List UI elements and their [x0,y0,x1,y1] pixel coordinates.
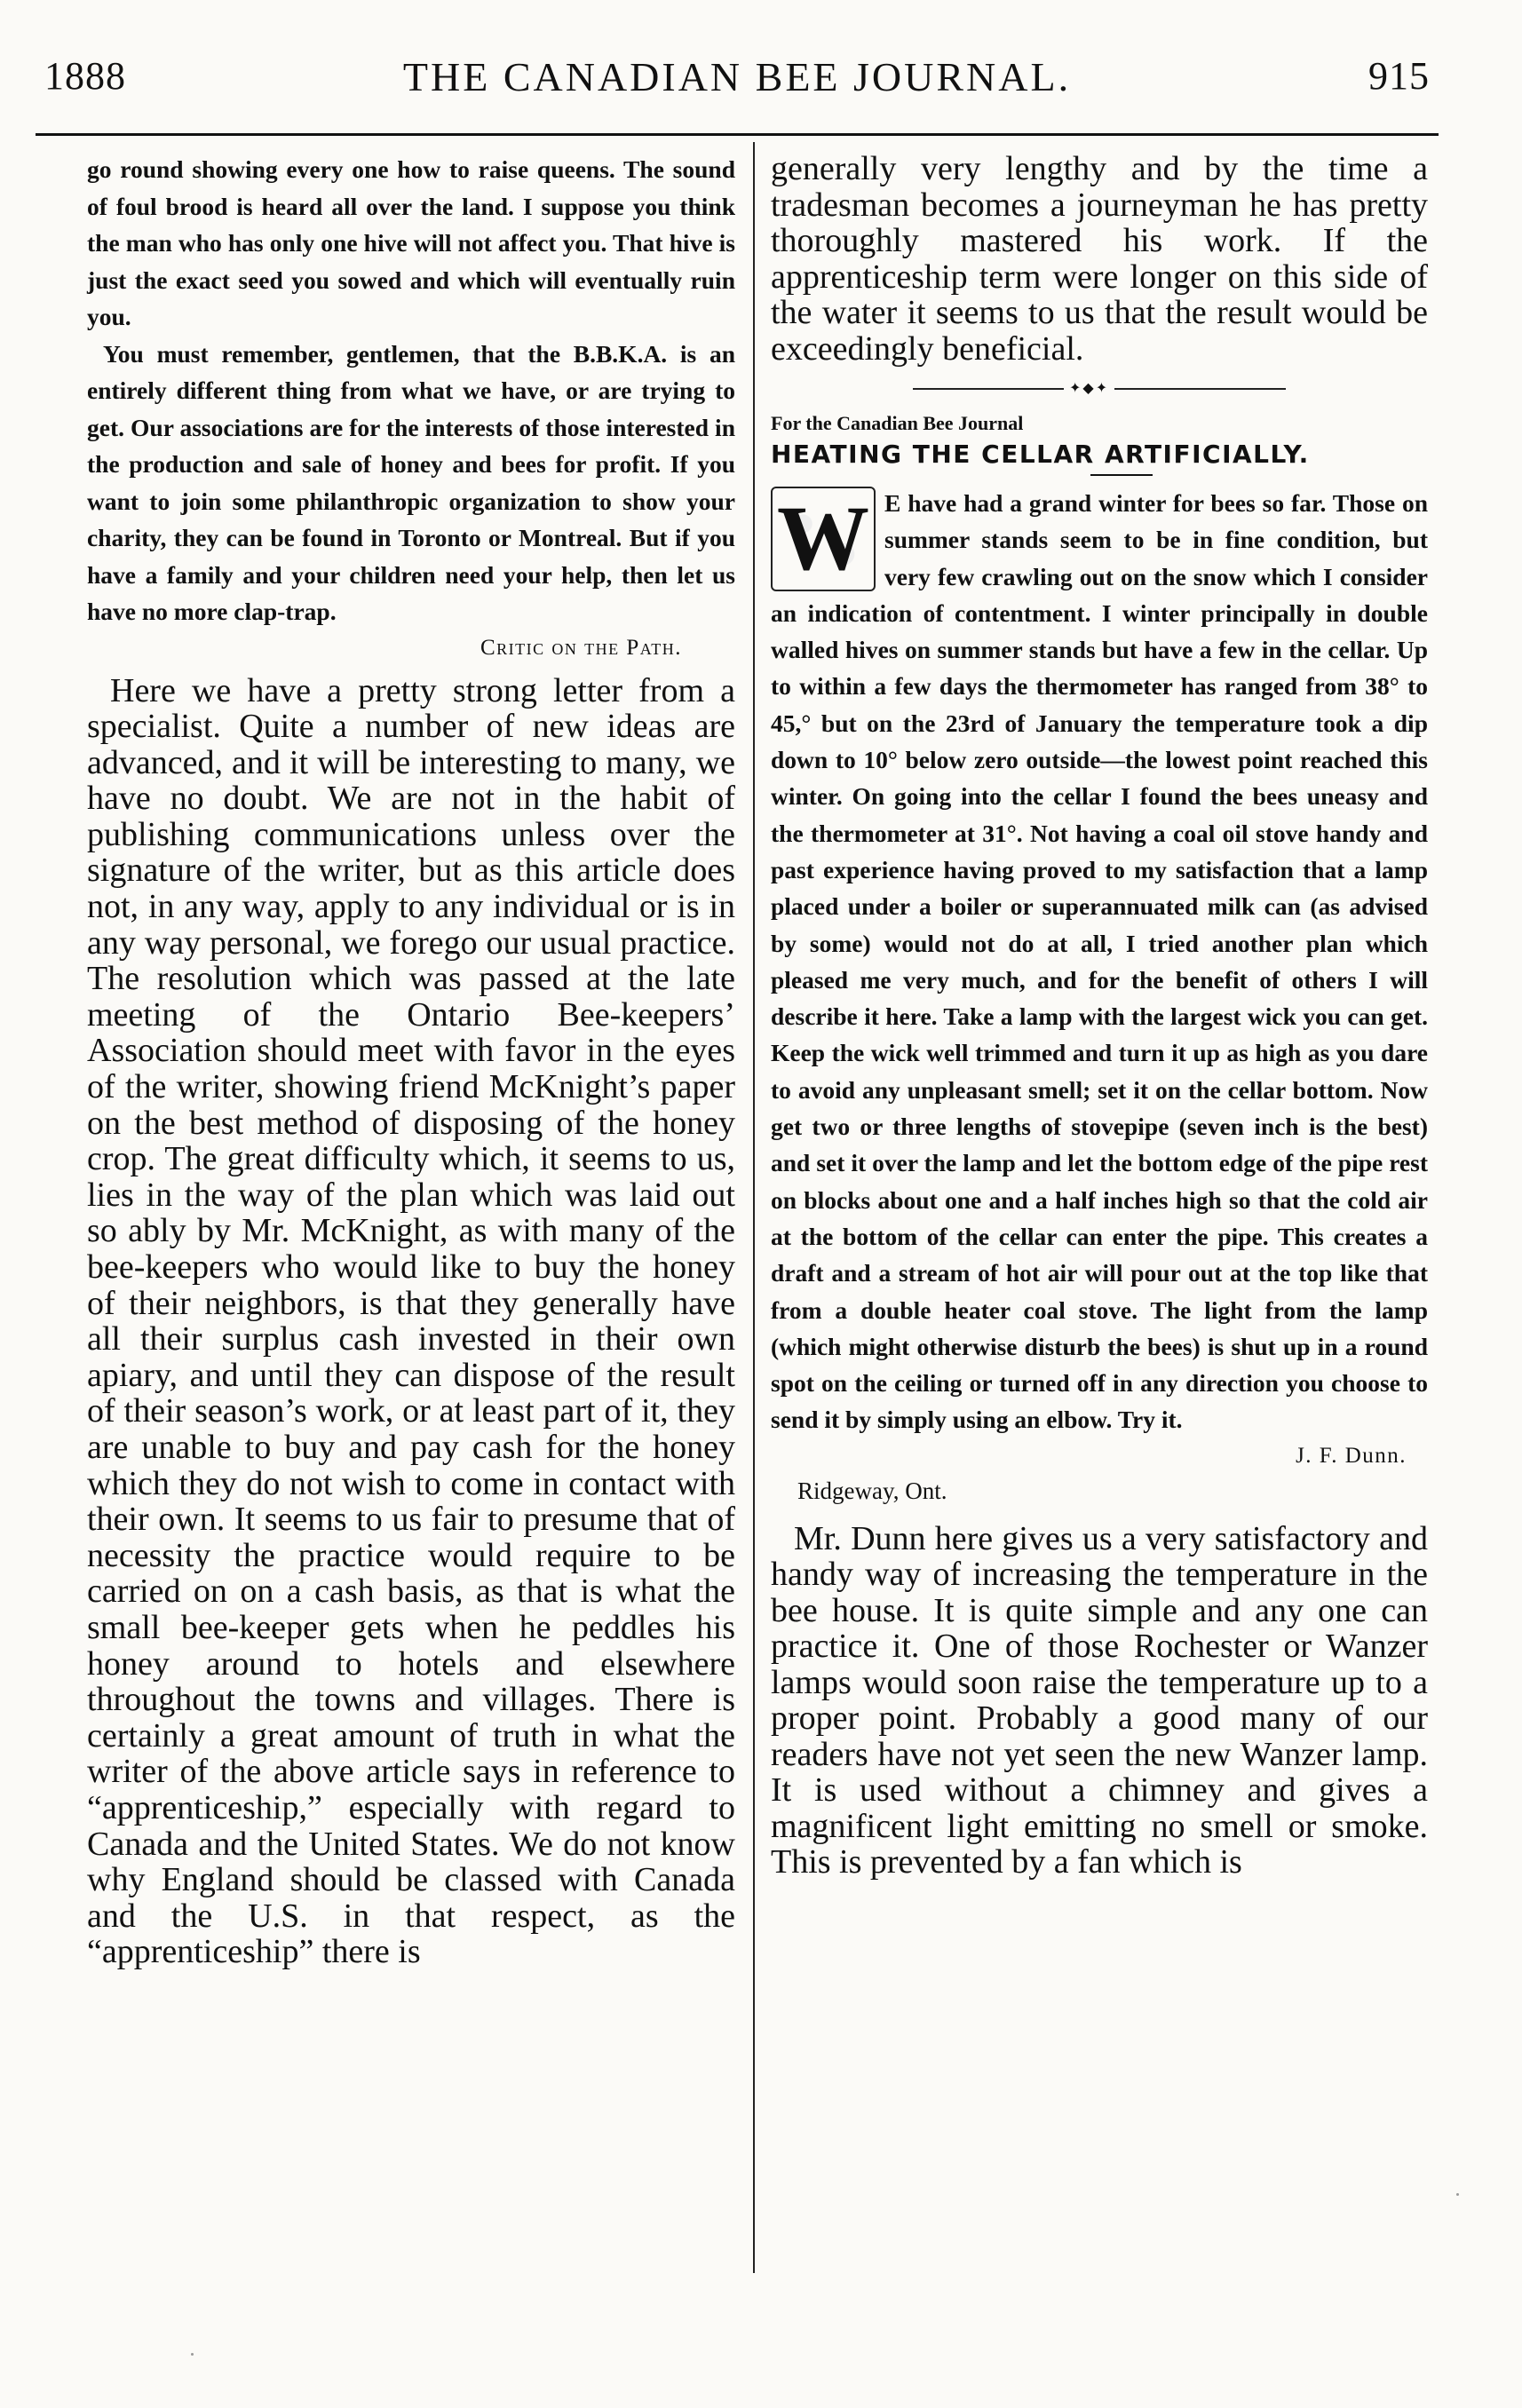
continuation-paragraph: generally very lengthy and by the time a tradesman becomes a journeyman he has pretty thoroughly mastered his work. If the apprenticeship term were longer on this side of the water it seems to us that the result would be exceedingly beneficial. [771,150,1428,368]
divider-ornament-icon: ✦◆✦ [1064,379,1114,397]
article-body [771,485,1428,1438]
drop-cap-letter: W [777,487,869,590]
header-rule [36,133,1439,136]
letter-text [87,151,735,630]
article-signature: J. F. Dunn. [1296,1443,1407,1468]
header-year: 1888 [44,54,126,98]
ornamental-divider [771,381,1428,397]
letter-paragraph: go round showing every one how to raise queens. The sound of foul brood is heard all over the land. I suppose you think the man who has only one hive will not affect you. That hive is just the exact seed you sowed and which will eventually ruin you. [87,155,735,330]
page-header [44,53,1430,115]
editorial-paragraph: Here we have a pretty strong letter from a specialist. Quite a number of new ideas are advanced, and it will be interesting to many, we have no doubt. We are not in the habit of publishing communications unless over the signature of the writer, but as this article does not, in any way, apply to any individual or is in any way personal, we forego our usual practice. The resolution which was passed at the late meeting of the Ontario Bee-keepers’ Association should meet with favor in the eyes of the writer, showing friend McKnight’s paper on the best method of disposing of the honey crop. The great difficulty which, it seems to us, lies in the way of the plan which was laid out so ably by Mr. McKnight, as with many of the bee-keepers who would like to buy the honey of their neighbors, is that they generally have all their surplus cash invested in their own apiary, and until they can dispose of the result of their season’s work, or at least part of it, they are unable to buy and pay cash for the honey which they do not wish to come in contact with their own. It seems to us fair to presume that of necessity the practice would require to be carried on on a cash basis, as that is what the small bee-keeper gets when he peddles his honey around to hotels and elsewhere throughout the towns and villages. There is certainly a great amount of truth in what the writer of the above article says in reference to “apprenticeship,” especially with regard to Canada and the United States. We do not know why England should be classed with Canada and the U.S. in that respect, as the “apprenticeship” there is [87,671,735,1971]
article-paragraph: E have had a grand winter for bees so far. Those on summer stands seem to be in fine condition, but very few crawling out on the snow which I consider an indication of contentment. I winter principally in double walled hives on summer stands but have a few in the cellar. Up to within a few days the thermometer has ranged from 38° to 45,° but on the 23rd of January the temperature took a dip down to 10° below zero outside—the lowest point reached this winter. On going into the cellar I found the bees uneasy and the thermometer at 31°. Not having a coal oil stove handy and past experience having proved to my satisfaction that a lamp placed under a boiler or superannuated milk can (as advised by some) would not do at all, I tried another plan which pleased me very much, and for the benefit of others I will describe it here. Take a lamp with the largest wick you can get. Keep the wick well trimmed and turn it up as high as you dare to avoid any unpleasant smell; set it on the cellar bottom. Now get two or three lengths of stovepipe (seven inch is the best) and set it over the lamp and let the bottom edge of the pipe rest on blocks about one and a half inches high so that the cold air at the bottom of the cellar can enter the pipe. This creates a draft and a stream of hot air will pour out at the top like that from a double heater coal stove. The light from the lamp (which might otherwise disturb the bees) is shut up in a round spot on the ceiling or turned off in any direction you choose to send it by simply using an elbow. Try it. [771,489,1428,1434]
letter-signature: Critic on the Path. [480,635,682,660]
editorial-continuation [771,151,1428,367]
source-line: For the Canadian Bee Journal [771,412,1024,434]
article-title: HEATING THE CELLAR ARTIFICIALLY. [771,440,1310,469]
letter-paragraph: You must remember, gentlemen, that the B.B.K.A. is an entirely different thing from what we have, or are trying to get. Our associations are for the interests of those interested in the production and sale of honey and bees for profit. If you want to join some philanthropic organization to show your charity, they can be found in Toronto or Montreal. But if you have a family and your children need your help, then let us have no more clap-trap. [87,339,735,625]
column-divider [753,142,755,2273]
left-column [87,151,735,1970]
editorial-paragraph: Mr. Dunn here gives us a very satisfactory and handy way of increasing the temperature in the bee house. It is quite simple and any one can practice it. One of those Rochester or Wanzer lamps would soon raise the temperature up to a proper point. Probably a good many of our readers have not yet seen the new Wanzer lamp. It is used without a chimney and gives a magnificent light emitting no smell or smoke. This is prevented by a fan which is [771,1519,1428,1881]
editorial-comment-right [771,1521,1428,1881]
article-place: Ridgeway, Ont. [797,1477,947,1504]
journal-title: THE CANADIAN BEE JOURNAL. [402,54,1072,99]
drop-cap-icon [771,487,876,591]
scan-speck [191,2353,194,2356]
editorial-comment [87,673,735,1970]
title-rule [1090,474,1153,476]
page-number: 915 [1368,54,1430,98]
scan-speck [1456,2193,1459,2196]
right-column [771,151,1428,1881]
